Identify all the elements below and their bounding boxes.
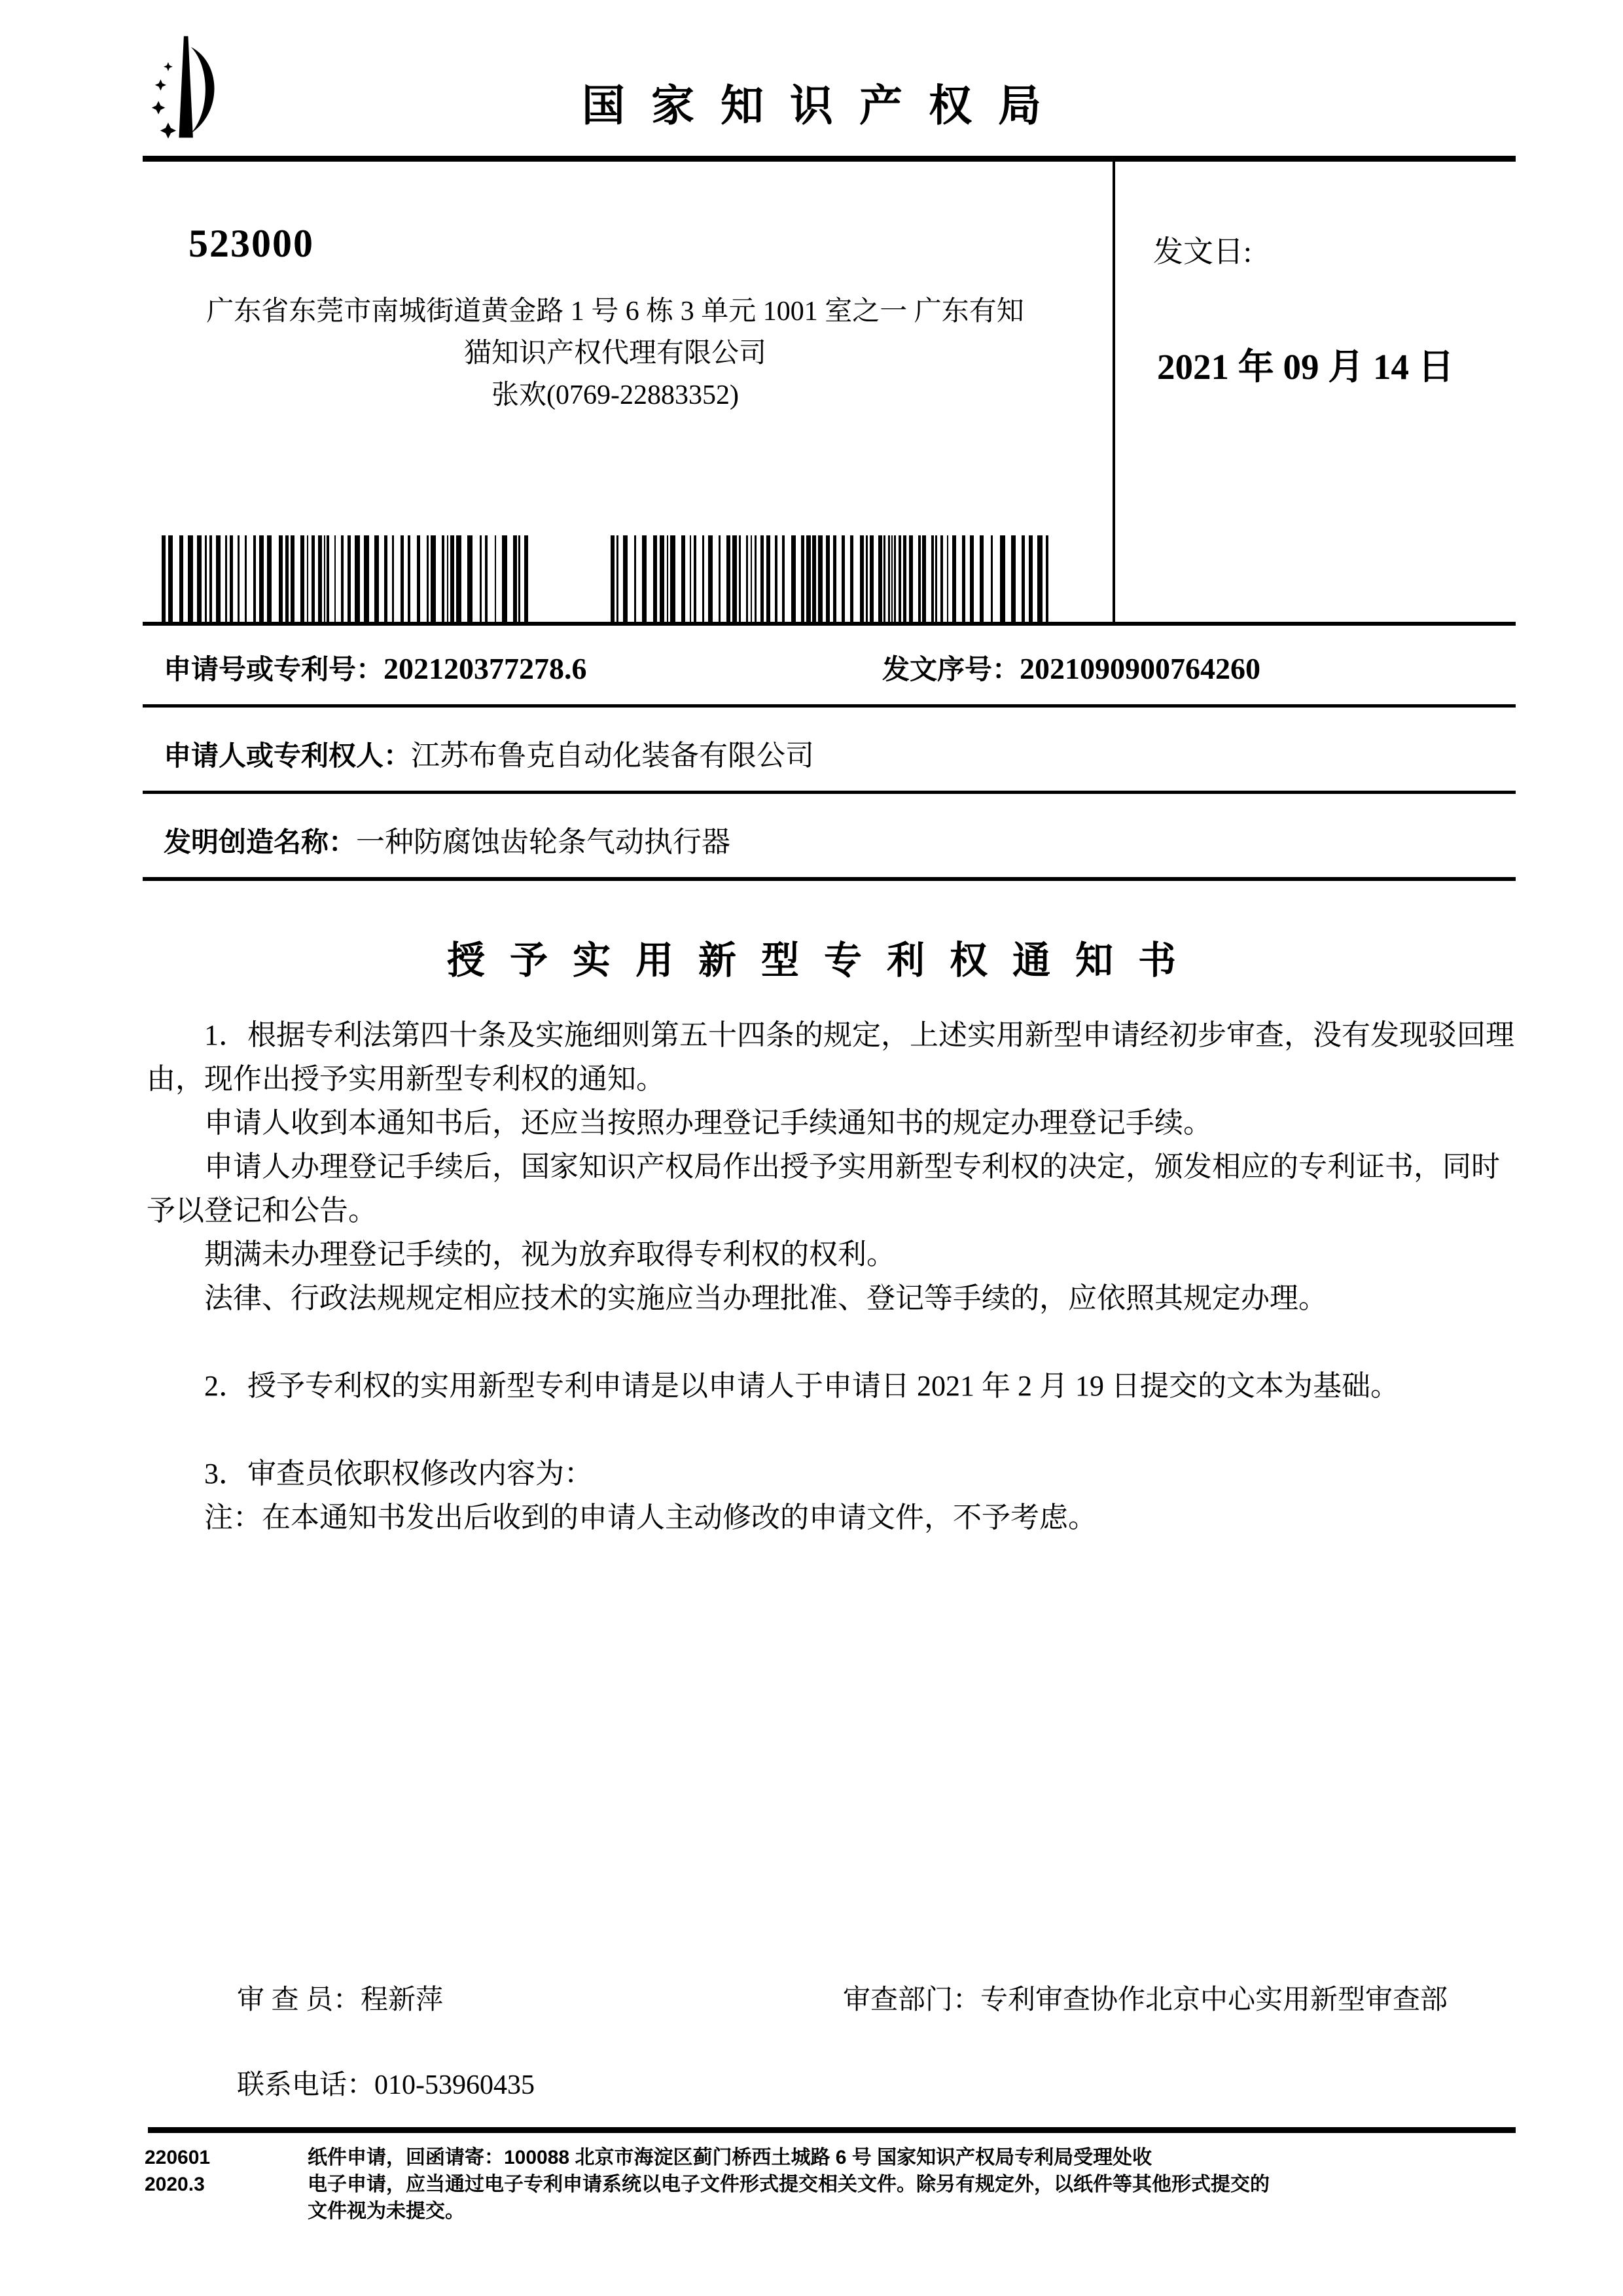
- barcode-bar: [818, 535, 823, 623]
- barcode-bar: [732, 535, 737, 623]
- application-number-label: 申请号或专利号：: [164, 654, 384, 685]
- barcode-bar: [1000, 535, 1005, 623]
- barcode-bar: [183, 535, 188, 623]
- barcode-bar: [329, 535, 334, 623]
- divider: [143, 877, 1516, 881]
- barcode-bar: [528, 535, 535, 623]
- barcode-bar: [1048, 535, 1050, 623]
- barcode-bar: [294, 535, 300, 623]
- barcode-bar: [379, 535, 384, 623]
- invention-name-field: [164, 818, 730, 860]
- barcode-bar: [913, 535, 918, 623]
- footer-instructions: [308, 2144, 1538, 2225]
- examiner-field: [237, 1978, 443, 2017]
- barcode-bar: [456, 535, 461, 623]
- barcode-bar: [636, 535, 642, 623]
- phone-value: 010-53960435: [374, 2070, 535, 2100]
- barcode-bar: [259, 535, 264, 623]
- barcode-bar: [670, 535, 675, 623]
- barcode-bar: [796, 535, 801, 623]
- footer-line-2: 电子申请，应当通过电子专利申请系统以电子文件形式提交相关文件。除另有规定外，以纸件等其他形式提交的: [308, 2174, 1270, 2195]
- notice-title: 授予实用新型专利权通知书: [446, 939, 1202, 982]
- barcode-bar: [770, 535, 775, 623]
- barcode-bar: [420, 535, 427, 623]
- barcode-bar: [1016, 535, 1022, 623]
- agency-title: 国家知识产权局: [582, 81, 1067, 130]
- barcode-bar: [240, 535, 245, 623]
- barcode-bar: [473, 535, 480, 623]
- postal-code: 523000: [188, 222, 314, 265]
- barcode-bar: [197, 535, 202, 623]
- department-value: 专利审查协作北京中心实用新型审查部: [980, 1985, 1448, 2015]
- department-label: 审查部门：: [843, 1985, 981, 2015]
- address-line-2: 猫知识产权代理有限公司: [463, 338, 766, 368]
- barcode-bar: [502, 535, 507, 623]
- barcode-bar: [461, 535, 467, 623]
- dispatch-serial-field: [882, 648, 1260, 687]
- barcode-bar: [993, 535, 1000, 623]
- notice-line: 申请人收到本通知书后，还应当按照办理登记手续通知书的规定办理登记手续。: [204, 1107, 1212, 1139]
- notice-body: [147, 1013, 1524, 1539]
- barcode-bar: [410, 535, 417, 623]
- notice-line: 2．授予专利权的实用新型专利申请是以申请人于申请日 2021 年 2 月 19 日提交的文本为基础。: [204, 1370, 1399, 1402]
- barcode-bar: [974, 535, 980, 623]
- barcode-bar: [623, 535, 628, 623]
- examiner-value: 程新萍: [361, 1985, 444, 2015]
- barcode-bar: [436, 535, 442, 623]
- notice-line: 期满未办理登记手续的，视为放弃取得专利权的权利。: [204, 1238, 895, 1270]
- form-code-line-1: 220601: [145, 2147, 211, 2168]
- barcode-bar: [675, 535, 681, 623]
- barcode-right: [611, 535, 1050, 623]
- barcode-bar: [272, 535, 279, 623]
- form-code-block: [145, 2144, 210, 2198]
- divider: [143, 791, 1516, 794]
- recipient-address-block: [157, 291, 1073, 416]
- barcode-bar: [267, 535, 272, 623]
- dispatch-date-value: 2021 年 09 月 14 日: [1157, 347, 1454, 387]
- barcode-bar: [696, 535, 702, 623]
- cnipa-logo-icon: [131, 34, 242, 142]
- barcode-bar: [642, 535, 647, 623]
- barcode-left: [162, 535, 535, 623]
- form-code-line-2: 2020.3: [145, 2174, 205, 2195]
- barcode-bar: [374, 535, 379, 623]
- barcode-bar: [467, 535, 473, 623]
- barcode-bar: [364, 535, 369, 623]
- notice-line: 申请人办理登记手续后，国家知识产权局作出授予实用新型专利权的决定，颁发相应的专利证书，同时: [204, 1151, 1500, 1183]
- phone-label: 联系电话：: [237, 2070, 375, 2100]
- department-field: [843, 1978, 1448, 2017]
- divider: [143, 622, 1516, 626]
- invention-name-value: 一种防腐蚀齿轮条气动执行器: [356, 826, 731, 858]
- dispatch-serial-label: 发文序号：: [882, 654, 1020, 685]
- barcode-bar: [647, 535, 653, 623]
- barcode-bar: [431, 535, 436, 623]
- barcode-bar: [1033, 535, 1037, 623]
- barcode-bar: [853, 535, 860, 623]
- barcode-bar: [496, 535, 502, 623]
- examiner-label: 审 查 员：: [237, 1985, 361, 2015]
- barcode-bar: [628, 535, 634, 623]
- barcode-bar: [369, 535, 374, 623]
- barcode-bar: [926, 535, 931, 623]
- header-divider: [143, 156, 1516, 162]
- notice-line: 注：在本通知书发出后收到的申请人主动修改的申请文件，不予考虑。: [204, 1501, 1097, 1534]
- dispatch-serial-value: 2021090900764260: [1020, 652, 1261, 685]
- recipient-contact: 张欢(0769-22883352): [491, 380, 739, 410]
- barcode-bar: [1005, 535, 1011, 623]
- applicant-label: 申请人或专利权人：: [164, 740, 412, 771]
- barcode-bar: [741, 535, 746, 623]
- application-number-field: [164, 648, 587, 687]
- barcode-bar: [836, 535, 842, 623]
- notice-line: 3．审查员依职权修改内容为：: [204, 1458, 593, 1490]
- barcode-bar: [791, 535, 796, 623]
- barcode-bar: [618, 535, 623, 623]
- barcode-bar: [1011, 535, 1016, 623]
- barcode-bar: [660, 535, 664, 623]
- barcode-bar: [777, 535, 782, 623]
- barcode-bar: [874, 535, 878, 623]
- notice-line: 法律、行政法规规定相应技术的实施应当办理批准、登记等手续的，应依照其规定办理。: [204, 1282, 1327, 1314]
- footer-line-3: 文件视为未提交。: [308, 2200, 465, 2222]
- barcode-bar: [233, 535, 238, 623]
- barcode-bar: [488, 535, 495, 623]
- barcode-bar: [173, 535, 179, 623]
- barcode-bar: [1037, 535, 1043, 623]
- barcode-bar: [336, 535, 341, 623]
- notice-line: 予以登记和公告。: [147, 1194, 377, 1227]
- barcode-bar: [188, 535, 193, 623]
- applicant-value: 江苏布鲁克自动化装备有限公司: [411, 740, 815, 772]
- invention-name-label: 发明创造名称：: [164, 827, 357, 857]
- barcode-bar: [394, 535, 401, 623]
- applicant-field: [164, 732, 814, 774]
- barcode-bar: [708, 535, 713, 623]
- notice-line: 1．根据专利法第四十条及实施细则第五十四条的规定，上述实用新型申请经初步审查，没有发现驳回理: [204, 1019, 1514, 1051]
- notice-line: 由，现作出授予实用新型专利权的通知。: [147, 1063, 665, 1095]
- dispatch-box-divider: [1113, 162, 1115, 622]
- barcode-bar: [984, 535, 991, 623]
- barcode-bar: [956, 535, 962, 623]
- address-line-1: 广东省东莞市南城街道黄金路 1 号 6 栋 3 单元 1001 室之一 广东有知: [206, 296, 1024, 327]
- footer-line-1: 纸件申请，回函请寄：100088 北京市海淀区蓟门桥西土城路 6 号 国家知识产权局专利局受理处收: [308, 2147, 1152, 2168]
- barcode-bar: [845, 535, 850, 623]
- footer-divider: [148, 2127, 1516, 2133]
- barcode-bar: [247, 535, 253, 623]
- barcode-bar: [721, 535, 726, 623]
- barcode-bar: [355, 535, 360, 623]
- barcode-bar: [216, 535, 221, 623]
- barcode-bar: [713, 535, 719, 623]
- barcode-bar: [507, 535, 513, 623]
- divider: [143, 704, 1516, 708]
- phone-field: [237, 2063, 535, 2102]
- barcode-bar: [387, 535, 392, 623]
- barcode-bar: [221, 535, 225, 623]
- barcode-bar: [168, 535, 173, 623]
- barcode-bar: [785, 535, 791, 623]
- application-number-value: 202120377278.6: [383, 652, 587, 685]
- barcode-bar: [806, 535, 811, 623]
- dispatch-date-label: 发文日:: [1153, 235, 1252, 268]
- barcode-bar: [685, 535, 690, 623]
- barcode-bar: [965, 535, 970, 623]
